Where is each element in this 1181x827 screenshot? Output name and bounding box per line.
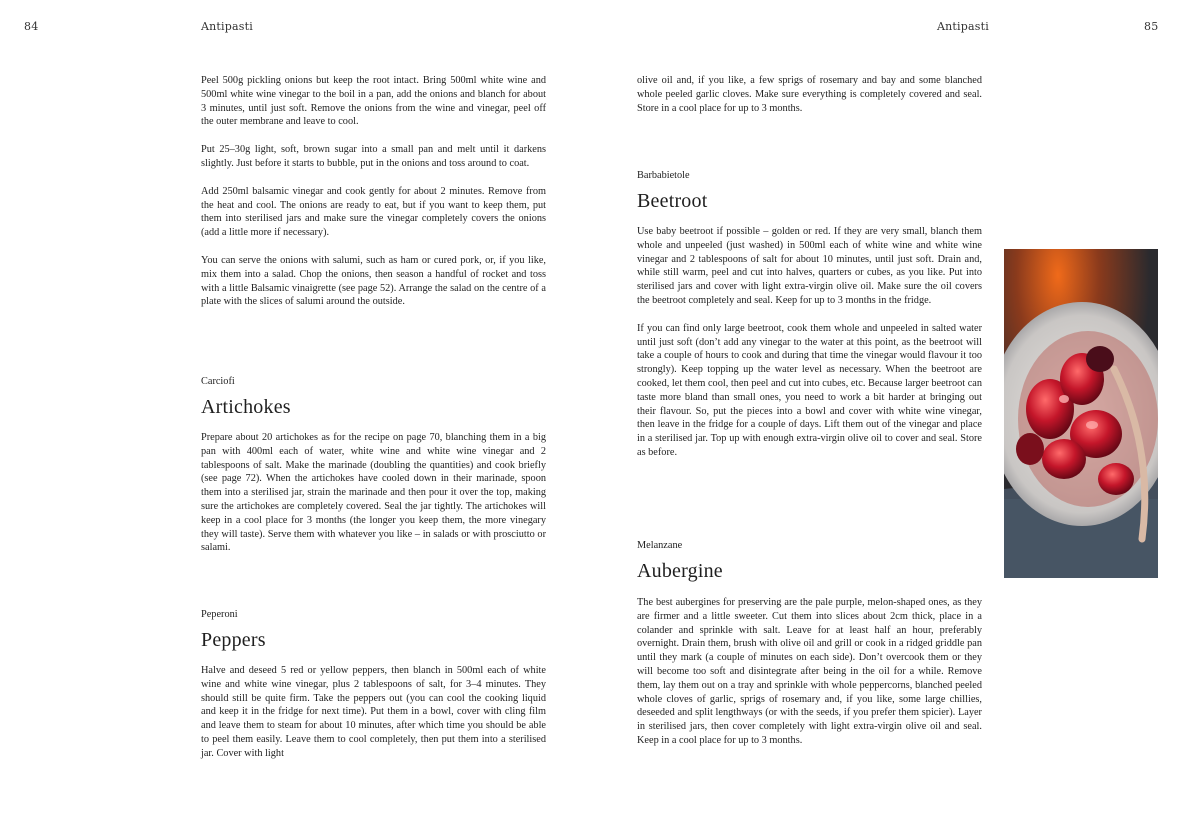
continuation-text: olive oil and, if you like, a few sprigs of rosemary and bay and some blanched whole peeled garlic cloves. Make sure everything is completely covered and seal. Store in a cool place for up to 3 months. — [637, 75, 982, 114]
left-page-number: 84 — [24, 20, 39, 33]
beetroot-italian-name: Barbabietole — [637, 170, 690, 181]
beetroot-paragraph: Use baby beetroot if possible – golden or red. If they are very small, blanch them whole and unpeeled (just washed) in 500ml each of white wine and white wine vinegar and 2 tablespoons of salt for about 10 minutes, until just soft. Drain and, while still warm, peel and cut into halves, quarters or cubes, as you like. Put into sterilised jars and cover with light extra-virgin olive oil. Make sure the oil covers the beetroot completely and seal. Keep for up to 3 months in the fridge. — [637, 226, 982, 306]
artichokes-text: Prepare about 20 artichokes as for the recipe on page 70, blanching them in a big pan with 400ml each of water, white wine and white wine vinegar and 2 tablespoons of salt. Make the marinade (doubling the quantities) and cook briefly (see page 72). When the artichokes have cooled down in their marinade, spoon them into a sterilised jar, strain the marinade and then pour it over the top, making sure the artichokes are completely covered. Seal the jar tightly. The artichokes will keep in a cool place for 3 months (the longer you keep them, the more vinegary they will taste). Serve them with whatever you like – in salads or with prosciutto or salami. — [201, 432, 546, 554]
peppers-text: Halve and deseed 5 red or yellow peppers, then blanch in 500ml each of white wine and white wine vinegar, plus 2 tablespoons of salt, for 3–4 minutes. They should still be quite firm. Take the peppers out (you can cool the cooking liquid and keep it in the fridge for next time). Put them in a bowl, cover with cling film and leave them to steam for about 10 minutes, after which time you should be able to peel them easily. Leave them to cool completely, then put them into a sterilised jar. Cover with light — [201, 665, 546, 759]
intro-paragraph: Peel 500g pickling onions but keep the root intact. Bring 500ml white wine and 500ml white wine vinegar to the boil in a pan, add the onions and blanch for about 3 minutes, until just soft. Remove the onions from the wine and vinegar, peel off the outer membrane and leave to cool. — [201, 75, 546, 128]
artichokes-title: Artichokes — [201, 396, 291, 418]
beetroot-photo — [1004, 249, 1158, 578]
aubergine-title: Aubergine — [637, 560, 723, 582]
peppers-italian-name: Peperoni — [201, 609, 238, 620]
right-running-head: Antipasti — [937, 20, 989, 33]
right-page-number: 85 — [1144, 20, 1159, 33]
intro-paragraph: You can serve the onions with salumi, such as ham or cured pork, or, if you like, mix them into a salad. Chop the onions, then season a handful of rocket and toss with a little Balsamic vinaigrette (see page 52). Arrange the salad on the centre of a plate with the slices of salumi around the outside. — [201, 254, 546, 308]
beetroot-paragraph: If you can find only large beetroot, cook them whole and unpeeled in salted water until just soft (don’t add any vinegar to the water at this point, as the beetroot will take a couple of hours to cook and during that time the vinegar would flavour it too strongly). Keep topping up the water level as necessary. When the beetroot are cooked, let them cool, then peel and cut into cubes, etc. Because larger beetroot can taste more bland than small ones, you need to work a bit harder at bringing out their flavour. So, put the pieces into a bowl and cover with white wine vinegar, then leave in the fridge for a couple of days. Lift them out of the vinegar and place in a sterilised jar. Top up with enough extra-virgin olive oil to cover and seal. Store as before. — [637, 322, 982, 458]
artichokes-italian-name: Carciofi — [201, 376, 235, 387]
bowl-of-pickled-beetroot-photo — [1004, 249, 1158, 578]
aubergine-italian-name: Melanzane — [637, 540, 683, 551]
intro-paragraph: Add 250ml balsamic vinegar and cook gently for about 2 minutes. Remove from the heat and cool. The onions are ready to eat, but if you want to keep them, put them into sterilised jars and make sure the vinegar completely covers the onions (add a little more if necessary). — [201, 185, 546, 239]
left-running-head: Antipasti — [201, 20, 253, 33]
peppers-title: Peppers — [201, 629, 266, 651]
intro-text — [201, 74, 546, 323]
intro-paragraph: Put 25–30g light, soft, brown sugar into a small pan and melt until it darkens slightly. Just before it starts to bubble, put in the onions and toss around to coat. — [201, 144, 546, 169]
beetroot-title: Beetroot — [637, 190, 708, 212]
aubergine-text: The best aubergines for preserving are the pale purple, melon-shaped ones, as they are firmer and a little sweeter. Cut them into slices about 2cm thick, place in a colander and sprinkle with salt. Leave for at least half an hour, preferably overnight. Drain them, brush with olive oil and grill or cook in a ridged griddle pan until they mark (a couple of minutes on each side). Don’t overcook them or they will become too soft and disintegrate after being in the oil for a while. Remove them, lay them out on a tray and sprinkle with whole peppercorns, blanched peeled whole cloves of garlic, sprigs of rosemary and, if you like, some large chillies, deseeded and split lengthways (or with the seeds, if you prefer them spicier). Layer in sterilised jars, then cover completely with light extra-virgin olive oil and seal. Keep in a cool place for up to 3 months. — [637, 597, 982, 746]
